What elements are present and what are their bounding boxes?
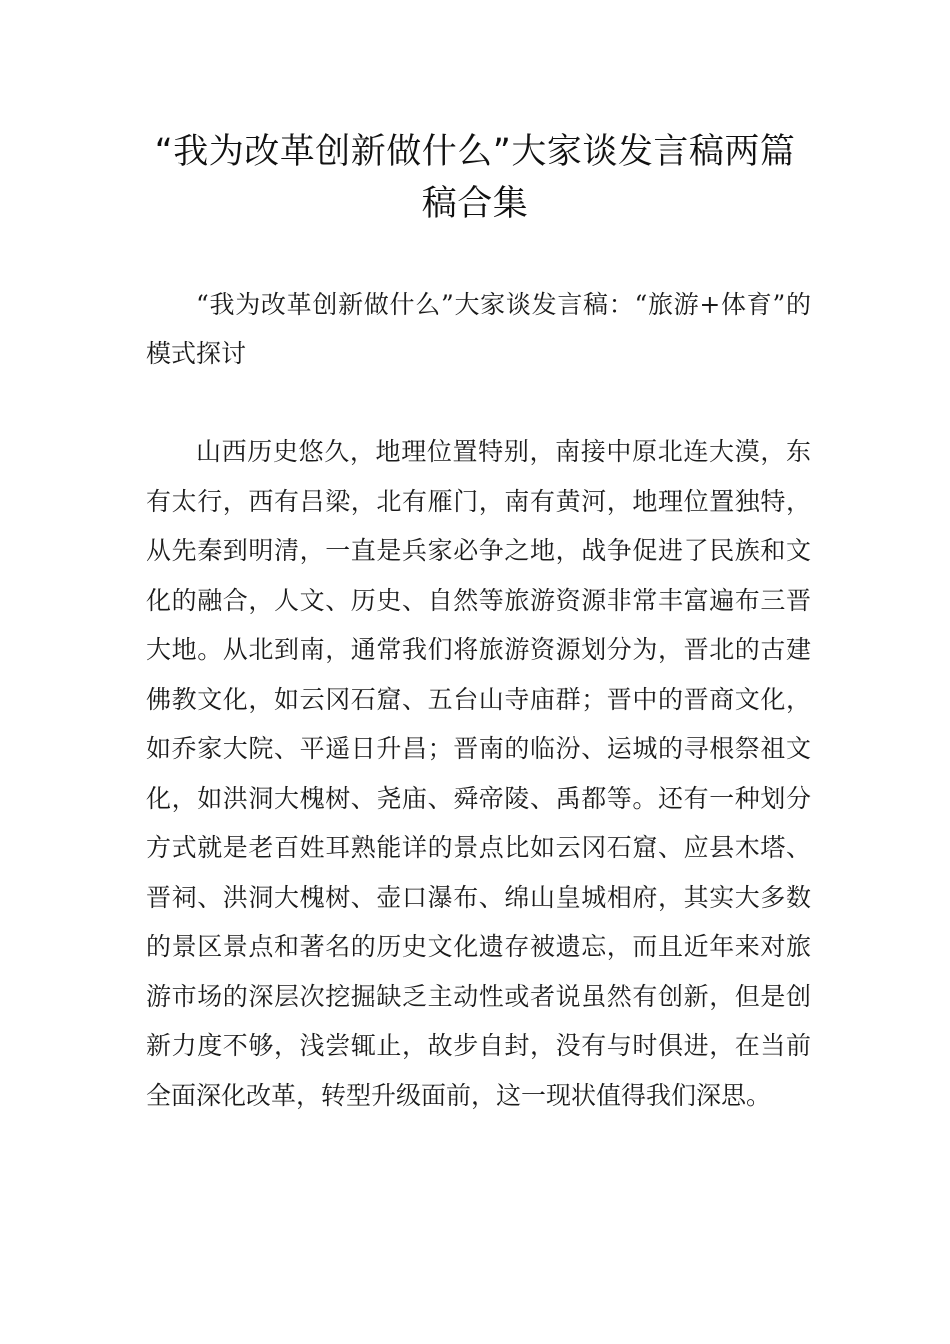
document-title: “我为改革创新做什么”大家谈发言稿两篇稿合集 bbox=[154, 132, 796, 224]
body-paragraph: 山西历史悠久，地理位置特别，南接中原北连大漠，东有太行，西有吕梁，北有雁门，南有黄河，地理位置独特，从先秦到明清，一直是兵家必争之地，战争促进了民族和文化的融合，人文、历史、自然等旅游资源非常丰富遍布三晋大地。从北到南，通常我们将旅游资源划分为，晋北的古建佛教文化，如云冈石窟、五台山寺庙群；晋中的晋商文化，如乔家大院、平遥日升昌；晋南的临汾、运城的寻根祭祖文化，如洪洞大槐树、尧庙、舜帝陵、禹都等。还有一种划分方式就是老百姓耳熟能详的景点比如云冈石窟、应县木塔、晋祠、洪洞大槐树、壶口瀑布、绵山皇城相府，其实大多数的景区景点和著名的历史文化遗存被遗忘，而且近年来对旅游市场的深层次挖掘缺乏主动性或者说虽然有创新，但是创新力度不够，浅尝辄止，故步自封，没有与时俱进，在当前全面深化改革，转型升级面前，这一现状值得我们深思。 bbox=[146, 437, 811, 1110]
article-subtitle: “我为改革创新做什么”大家谈发言稿：“旅游+体育”的模式探讨 bbox=[146, 290, 811, 368]
